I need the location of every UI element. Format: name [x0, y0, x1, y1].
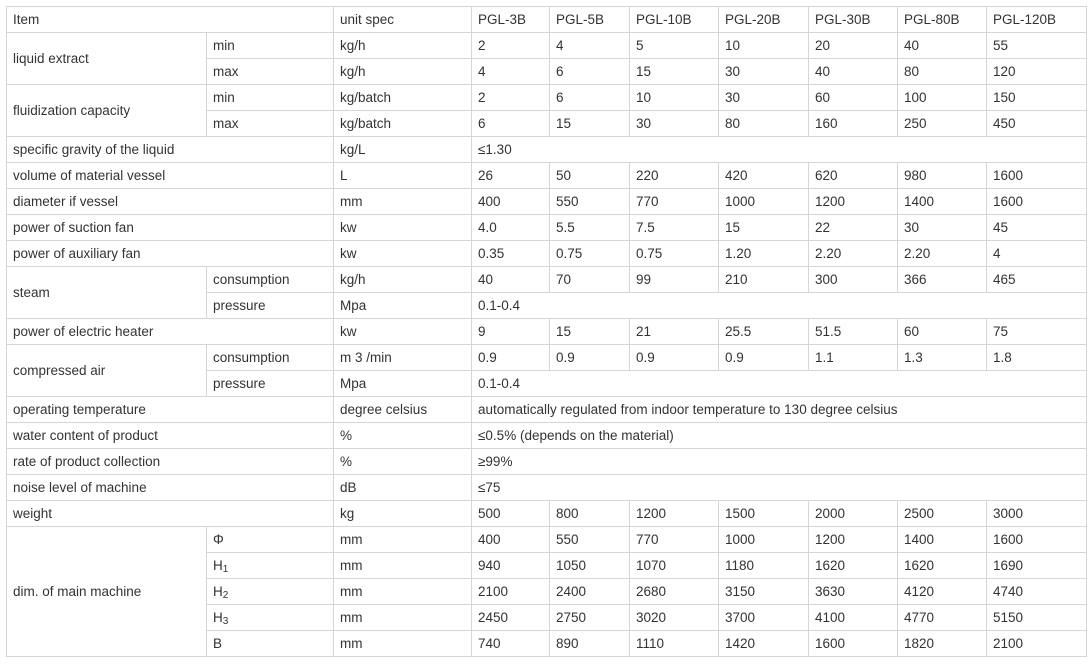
value-cell: 2680: [630, 579, 719, 605]
value-cell: 2750: [550, 605, 630, 631]
value-cell: 1400: [898, 527, 987, 553]
group-label: compressed air: [7, 345, 207, 397]
value-cell: 5150: [987, 605, 1087, 631]
sub-label-text: H: [213, 558, 223, 573]
value-cell: 1600: [987, 527, 1087, 553]
header-model: PGL-80B: [898, 7, 987, 33]
value-cell: 1600: [809, 631, 898, 657]
value-cell: 50: [550, 163, 630, 189]
value-cell: 770: [630, 189, 719, 215]
value-cell: 0.1-0.4: [472, 293, 1087, 319]
value-cell: 465: [987, 267, 1087, 293]
header-model: PGL-3B: [472, 7, 550, 33]
value-cell: 15: [630, 59, 719, 85]
value-cell: 51.5: [809, 319, 898, 345]
value-cell: 5.5: [550, 215, 630, 241]
header-unit: unit spec: [334, 7, 472, 33]
value-cell: 6: [472, 111, 550, 137]
value-cell: 30: [719, 85, 809, 111]
value-cell: 400: [472, 527, 550, 553]
value-cell: 60: [898, 319, 987, 345]
sub-label: min: [207, 85, 334, 111]
value-cell: 220: [630, 163, 719, 189]
value-cell: 980: [898, 163, 987, 189]
row-suction_fan: [7, 215, 1087, 241]
value-cell: 1400: [898, 189, 987, 215]
value-cell: 2.20: [898, 241, 987, 267]
value-cell: 30: [898, 215, 987, 241]
value-cell: 4: [987, 241, 1087, 267]
value-cell: ≤75: [472, 475, 1087, 501]
value-cell: 1600: [987, 163, 1087, 189]
value-cell: 1070: [630, 553, 719, 579]
row-compressed_air-consumption: [7, 345, 1087, 371]
value-cell: 4: [472, 59, 550, 85]
value-cell: 450: [987, 111, 1087, 137]
value-cell: 0.35: [472, 241, 550, 267]
value-cell: 25.5: [719, 319, 809, 345]
value-cell: 400: [472, 189, 550, 215]
value-cell: 4.0: [472, 215, 550, 241]
sub-label: consumption: [207, 267, 334, 293]
value-cell: 1.1: [809, 345, 898, 371]
unit-cell: Mpa: [334, 293, 472, 319]
value-cell: 3020: [630, 605, 719, 631]
value-cell: 1110: [630, 631, 719, 657]
value-cell: 366: [898, 267, 987, 293]
value-cell: 10: [630, 85, 719, 111]
row-collection: [7, 449, 1087, 475]
value-cell: 6: [550, 85, 630, 111]
value-cell: 26: [472, 163, 550, 189]
value-cell: 5: [630, 33, 719, 59]
spec-table: [6, 6, 1087, 657]
unit-cell: mm: [334, 605, 472, 631]
value-cell: 2500: [898, 501, 987, 527]
value-cell: 80: [719, 111, 809, 137]
unit-cell: kw: [334, 241, 472, 267]
value-cell: 550: [550, 189, 630, 215]
unit-cell: mm: [334, 527, 472, 553]
value-cell: 150: [987, 85, 1087, 111]
value-cell: automatically regulated from indoor temperature to 130 degree celsius: [472, 397, 1087, 423]
value-cell: 0.75: [550, 241, 630, 267]
row-fluidization-min: [7, 85, 1087, 111]
value-cell: 40: [472, 267, 550, 293]
value-cell: 2.20: [809, 241, 898, 267]
value-cell: 15: [719, 215, 809, 241]
value-cell: 100: [898, 85, 987, 111]
value-cell: 500: [472, 501, 550, 527]
value-cell: 0.75: [630, 241, 719, 267]
value-cell: 22: [809, 215, 898, 241]
group-label: steam: [7, 267, 207, 319]
sub-label: max: [207, 111, 334, 137]
row-label: diameter if vessel: [7, 189, 334, 215]
unit-cell: degree celsius: [334, 397, 472, 423]
header-model: PGL-120B: [987, 7, 1087, 33]
unit-cell: m 3 /min: [334, 345, 472, 371]
value-cell: 1000: [719, 189, 809, 215]
value-cell: 1200: [630, 501, 719, 527]
value-cell: 1050: [550, 553, 630, 579]
value-cell: 1500: [719, 501, 809, 527]
value-cell: 1.20: [719, 241, 809, 267]
value-cell: 4120: [898, 579, 987, 605]
value-cell: 15: [550, 111, 630, 137]
value-cell: 55: [987, 33, 1087, 59]
sub-label: B: [207, 631, 334, 657]
value-cell: 210: [719, 267, 809, 293]
value-cell: 120: [987, 59, 1087, 85]
unit-cell: mm: [334, 553, 472, 579]
value-cell: 800: [550, 501, 630, 527]
value-cell: 160: [809, 111, 898, 137]
row-noise: [7, 475, 1087, 501]
row-dim-phi: [7, 527, 1087, 553]
value-cell: 15: [550, 319, 630, 345]
header-model: PGL-5B: [550, 7, 630, 33]
value-cell: 80: [898, 59, 987, 85]
row-volume: [7, 163, 1087, 189]
header-model: PGL-30B: [809, 7, 898, 33]
unit-cell: kg: [334, 501, 472, 527]
value-cell: 60: [809, 85, 898, 111]
row-weight: [7, 501, 1087, 527]
header-model: PGL-10B: [630, 7, 719, 33]
row-steam-consumption: [7, 267, 1087, 293]
value-cell: 30: [719, 59, 809, 85]
value-cell: 770: [630, 527, 719, 553]
unit-cell: kw: [334, 319, 472, 345]
value-cell: 2400: [550, 579, 630, 605]
value-cell: 45: [987, 215, 1087, 241]
value-cell: 3700: [719, 605, 809, 631]
value-cell: 1180: [719, 553, 809, 579]
value-cell: 250: [898, 111, 987, 137]
sub-label-text: H: [213, 610, 223, 625]
value-cell: 1200: [809, 527, 898, 553]
value-cell: 420: [719, 163, 809, 189]
value-cell: 740: [472, 631, 550, 657]
sub-label-index: 1: [222, 564, 229, 575]
sub-label: [207, 553, 334, 579]
value-cell: 0.1-0.4: [472, 371, 1087, 397]
unit-cell: kg/batch: [334, 111, 472, 137]
value-cell: 1820: [898, 631, 987, 657]
value-cell: 21: [630, 319, 719, 345]
row-label: power of suction fan: [7, 215, 334, 241]
unit-cell: kg/L: [334, 137, 472, 163]
unit-cell: mm: [334, 189, 472, 215]
value-cell: 10: [719, 33, 809, 59]
unit-cell: mm: [334, 631, 472, 657]
value-cell: 4740: [987, 579, 1087, 605]
sub-label-index: 2: [222, 590, 229, 601]
sub-label-text: H: [213, 584, 223, 599]
value-cell: ≥99%: [472, 449, 1087, 475]
value-cell: 1620: [898, 553, 987, 579]
unit-cell: Mpa: [334, 371, 472, 397]
row-label: water content of product: [7, 423, 334, 449]
row-specific_gravity: [7, 137, 1087, 163]
row-label: weight: [7, 501, 334, 527]
value-cell: 40: [898, 33, 987, 59]
unit-cell: mm: [334, 579, 472, 605]
row-label: operating temperature: [7, 397, 334, 423]
row-operating_temp: [7, 397, 1087, 423]
value-cell: 1600: [987, 189, 1087, 215]
group-label: dim. of main machine: [7, 527, 207, 657]
value-cell: 2: [472, 33, 550, 59]
value-cell: 1.8: [987, 345, 1087, 371]
row-label: volume of material vessel: [7, 163, 334, 189]
value-cell: 40: [809, 59, 898, 85]
value-cell: 4: [550, 33, 630, 59]
row-label: noise level of machine: [7, 475, 334, 501]
value-cell: 1420: [719, 631, 809, 657]
unit-cell: kw: [334, 215, 472, 241]
value-cell: 1.3: [898, 345, 987, 371]
header-model: PGL-20B: [719, 7, 809, 33]
value-cell: 3000: [987, 501, 1087, 527]
row-diameter: [7, 189, 1087, 215]
value-cell: 4770: [898, 605, 987, 631]
row-label: power of electric heater: [7, 319, 334, 345]
value-cell: 2100: [987, 631, 1087, 657]
row-heater: [7, 319, 1087, 345]
group-label: fluidization capacity: [7, 85, 207, 137]
sub-label: [207, 605, 334, 631]
value-cell: 300: [809, 267, 898, 293]
header-item: Item: [7, 7, 334, 33]
row-liquid_extract-min: [7, 33, 1087, 59]
sub-label: Φ: [207, 527, 334, 553]
value-cell: 1200: [809, 189, 898, 215]
unit-cell: kg/h: [334, 59, 472, 85]
value-cell: 940: [472, 553, 550, 579]
group-label: liquid extract: [7, 33, 207, 85]
value-cell: 6: [550, 59, 630, 85]
header-row: [7, 7, 1087, 33]
value-cell: 2450: [472, 605, 550, 631]
sub-label: max: [207, 59, 334, 85]
value-cell: 2000: [809, 501, 898, 527]
unit-cell: L: [334, 163, 472, 189]
value-cell: 2: [472, 85, 550, 111]
value-cell: 620: [809, 163, 898, 189]
value-cell: 3150: [719, 579, 809, 605]
value-cell: 890: [550, 631, 630, 657]
value-cell: 550: [550, 527, 630, 553]
row-label: rate of product collection: [7, 449, 334, 475]
value-cell: ≤0.5% (depends on the material): [472, 423, 1087, 449]
value-cell: 30: [630, 111, 719, 137]
row-aux_fan: [7, 241, 1087, 267]
unit-cell: kg/batch: [334, 85, 472, 111]
sub-label-index: 3: [222, 616, 229, 627]
value-cell: 2100: [472, 579, 550, 605]
value-cell: 0.9: [719, 345, 809, 371]
sub-label: min: [207, 33, 334, 59]
sub-label: pressure: [207, 293, 334, 319]
value-cell: 0.9: [550, 345, 630, 371]
value-cell: 99: [630, 267, 719, 293]
value-cell: ≤1.30: [472, 137, 1087, 163]
value-cell: 1000: [719, 527, 809, 553]
sub-label: [207, 579, 334, 605]
unit-cell: kg/h: [334, 33, 472, 59]
row-label: specific gravity of the liquid: [7, 137, 334, 163]
value-cell: 1620: [809, 553, 898, 579]
unit-cell: dB: [334, 475, 472, 501]
unit-cell: kg/h: [334, 267, 472, 293]
unit-cell: %: [334, 423, 472, 449]
value-cell: 70: [550, 267, 630, 293]
value-cell: 3630: [809, 579, 898, 605]
value-cell: 7.5: [630, 215, 719, 241]
value-cell: 9: [472, 319, 550, 345]
row-water_content: [7, 423, 1087, 449]
value-cell: 75: [987, 319, 1087, 345]
value-cell: 4100: [809, 605, 898, 631]
value-cell: 1690: [987, 553, 1087, 579]
sub-label: consumption: [207, 345, 334, 371]
sub-label: pressure: [207, 371, 334, 397]
row-label: power of auxiliary fan: [7, 241, 334, 267]
value-cell: 0.9: [630, 345, 719, 371]
unit-cell: %: [334, 449, 472, 475]
value-cell: 20: [809, 33, 898, 59]
value-cell: 0.9: [472, 345, 550, 371]
